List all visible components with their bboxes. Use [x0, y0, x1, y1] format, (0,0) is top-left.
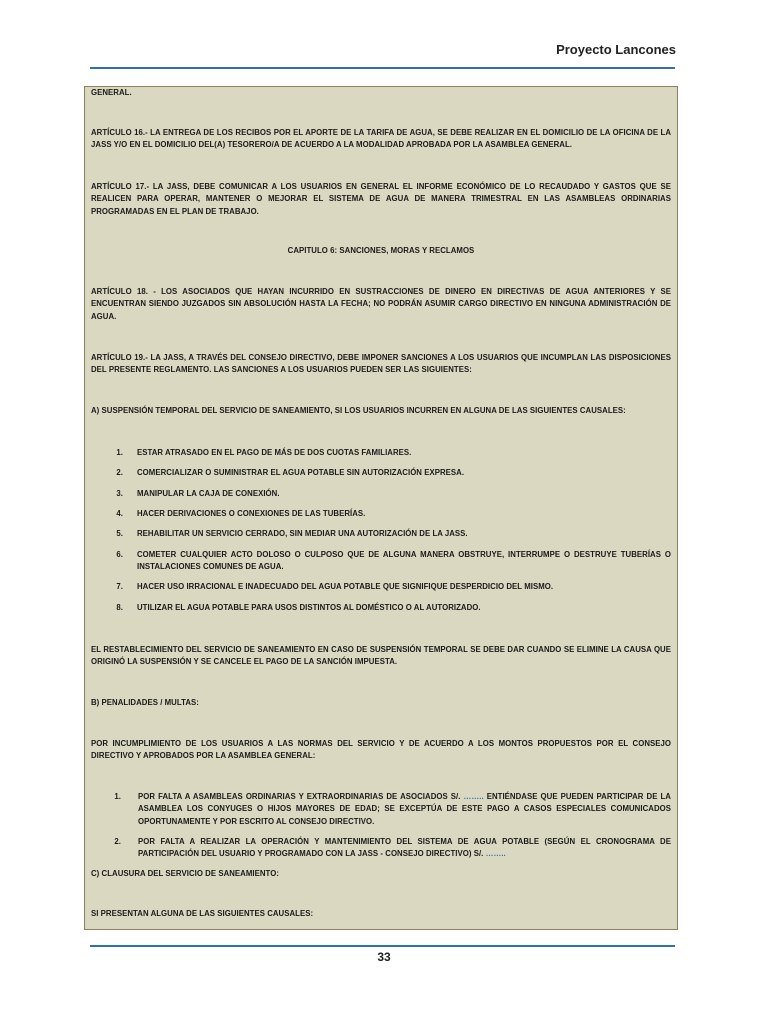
list-text-before: POR FALTA A REALIZAR LA OPERACIÓN Y MANTENIMIENTO DEL SISTEMA DE AGUA POTABLE (SEGÚN EL CRONOGRAMA DE PARTICIPACIÓN DEL USUARIO Y PROGRAMADO CON LA JASS - CONSEJO DIRECTIVO) S/.: [138, 837, 671, 859]
list-number: 1.: [114, 792, 121, 801]
list-text: MANIPULAR LA CAJA DE CONEXIÓN.: [137, 489, 280, 498]
incumplimiento-paragraph: POR INCUMPLIMIENTO DE LOS USUARIOS A LAS NORMAS DEL SERVICIO Y DE ACUERDO A LOS MONTOS PROPUESTOS POR EL CONSEJO DIRECTIVO Y APROBADOS POR LA ASAMBLEA GENERAL:: [91, 739, 671, 761]
list-text: [138, 836, 671, 861]
list-text: HACER DERIVACIONES O CONEXIONES DE LAS TUBERÍAS.: [137, 509, 366, 518]
section-b-heading: B) PENALIDADES / MULTAS:: [91, 698, 199, 707]
paragraph-general: GENERAL.: [91, 88, 132, 97]
list-number: 4.: [116, 509, 123, 518]
list-number: 6.: [116, 550, 123, 559]
list-text-after: ENTIÉNDASE QUE PUEDEN PARTICIPAR DE LA ASAMBLEA LOS CONYUGES O HIJOS MAYORES DE EDAD; SE EXCEPTÚA DE ESTE PAGO A CASOS ESPECIALES COMUNICADOS OPORTUNAMENTE Y POR ESCRITO AL CONSEJO DIRECTIVO.: [138, 792, 671, 826]
header-title: Proyecto Lancones: [556, 42, 676, 57]
list-text: COMETER CUALQUIER ACTO DOLOSO O CULPOSO QUE DE ALGUNA MANERA OBSTRUYE, INTERRUMPE O DESTRUYE TUBERÍAS O INSTALACIONES COMUNES DE AGUA.: [137, 550, 671, 572]
article-18: ARTÍCULO 18. - LOS ASOCIADOS QUE HAYAN INCURRIDO EN SUSTRACCIONES DE DINERO EN DIRECTIVAS DE AGUA ANTERIORES Y SE ENCUENTRAN SIENDO JUZGADOS SIN ABSOLUCIÓN HASTA LA FECHA; NO PODRÁN ASUMIR CARGO DIRECTIVO EN NINGUNA ADMINISTRACIÓN DE AGUA.: [91, 287, 671, 321]
list-text: ESTAR ATRASADO EN EL PAGO DE MÁS DE DOS CUOTAS FAMILIARES.: [137, 448, 412, 457]
list-text: [138, 791, 671, 828]
amount-placeholder: ……..: [463, 792, 484, 801]
causales-paragraph: SI PRESENTAN ALGUNA DE LAS SIGUIENTES CAUSALES:: [91, 909, 314, 918]
content-box: [84, 86, 678, 930]
list-number: 7.: [116, 582, 123, 591]
list-text-before: POR FALTA A ASAMBLEAS ORDINARIAS Y EXTRAORDINARIAS DE ASOCIADOS S/.: [138, 792, 464, 801]
list-text: UTILIZAR EL AGUA POTABLE PARA USOS DISTINTOS AL DOMÉSTICO O AL AUTORIZADO.: [137, 603, 481, 612]
list-number: 1.: [116, 448, 123, 457]
list-text: REHABILITAR UN SERVICIO CERRADO, SIN MEDIAR UNA AUTORIZACIÓN DE LA JASS.: [137, 529, 468, 538]
article-16: ARTÍCULO 16.- LA ENTREGA DE LOS RECIBOS POR EL APORTE DE LA TARIFA DE AGUA, SE DEBE REALIZAR EN EL DOMICILIO DE LA OFICINA DE LA JASS Y/O EN EL DOMICILIO DEL(A) TESORERO/A DE ACUERDO A LA MODALIDAD APROBADA POR LA ASAMBLEA GENERAL.: [91, 128, 671, 150]
list-text: HACER USO IRRACIONAL E INADECUADO DEL AGUA POTABLE QUE SIGNIFIQUE DESPERDICIO DEL MISMO.: [137, 582, 554, 591]
list-number: 2.: [114, 837, 121, 846]
header-rule: [90, 67, 675, 69]
list-number: 3.: [116, 489, 123, 498]
restablecimiento-paragraph: EL RESTABLECIMIENTO DEL SERVICIO DE SANEAMIENTO EN CASO DE SUSPENSIÓN TEMPORAL SE DEBE DAR CUANDO SE ELIMINE LA CAUSA QUE ORIGINÓ LA SUSPENSIÓN Y SE CANCELE EL PAGO DE LA SANCIÓN IMPUESTA.: [91, 645, 671, 667]
list-text: COMERCIALIZAR O SUMINISTRAR EL AGUA POTABLE SIN AUTORIZACIÓN EXPRESA.: [137, 468, 465, 477]
section-c-heading: C) CLAUSURA DEL SERVICIO DE SANEAMIENTO:: [91, 869, 279, 878]
list-number: 5.: [116, 529, 123, 538]
footer-rule: [90, 945, 675, 947]
article-19: ARTÍCULO 19.- LA JASS, A TRAVÉS DEL CONSEJO DIRECTIVO, DEBE IMPONER SANCIONES A LOS USUARIOS QUE INCUMPLAN LAS DISPOSICIONES DEL PRESENTE REGLAMENTO. LAS SANCIONES A LOS USUARIOS PUEDEN SER LAS SIGUIENTES:: [91, 353, 671, 375]
amount-placeholder: ……..: [485, 849, 506, 859]
article-17: ARTÍCULO 17.- LA JASS, DEBE COMUNICAR A LOS USUARIOS EN GENERAL EL INFORME ECONÓMICO DE LO RECAUDADO Y GASTOS QUE SE REALICEN PARA OPERAR, MANTENER O MEJORAR EL SISTEMA DE AGUA DE MANERA TRIMESTRAL EN LAS ASAMBLEAS ORDINARIAS PROGRAMADAS EN EL PLAN DE TRABAJO.: [91, 182, 671, 216]
section-a-heading: A) SUSPENSIÓN TEMPORAL DEL SERVICIO DE SANEAMIENTO, SI LOS USUARIOS INCURREN EN ALGUNA DE LAS SIGUIENTES CAUSALES:: [91, 406, 626, 415]
chapter-heading: CAPITULO 6: SANCIONES, MORAS Y RECLAMOS: [287, 246, 475, 255]
list-number: 2.: [116, 468, 123, 477]
page-number: 33: [377, 950, 391, 964]
list-number: 8.: [116, 603, 123, 612]
